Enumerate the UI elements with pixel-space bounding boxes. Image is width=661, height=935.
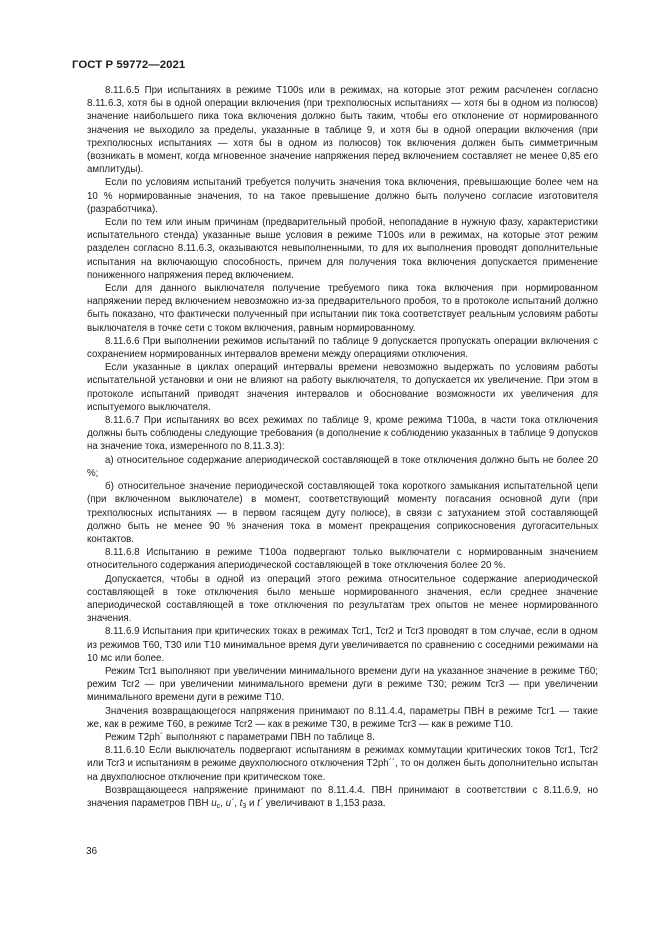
- paragraph: 8.11.6.8 Испытанию в режиме T100a подвергают только выключатели с нормированным значением относительного содержания апериодической составляющей в токе отключения более 20 %.: [87, 547, 598, 572]
- paragraph: Если по условиям испытаний требуется получить значения тока включения, превышающие более чем на 10 % нормированные значения, то на такое превышение должно быть получено согласие изготовителя (разработчика).: [87, 177, 598, 215]
- paragraph: 8.11.6.5 При испытаниях в режиме T100s или в режимах, на которые этот режим расчленен согласно 8.11.6.3, хотя бы в одной операции включения (при трехполюсных испытаниях — хотя бы в одном из полюсов) значение наибольшего пика тока включения должно быть таким, чтобы его отклонение от нормированного значения не выходило за пределы, указанные в таблице 9, и хотя бы в одной операции включения (при трехполюсных испытаниях — хотя бы в одном из полюсов) ток включения должен быть симметричным (возникать в момент, когда мгновенное значение напряжения перед включением составляет не менее 0,85 его амплитуды).: [87, 85, 598, 176]
- list-item: б) относительное значение периодической составляющей тока короткого замыкания испытательной цепи (при включенном выключателе) в момент, соответствующий моменту погасания основной дуги (при трехполюсных испытаниях — в первом гасящем дугу полюсе), в связи с затуханием этой составляющей должно быть не менее 90 % значения тока в момент прекращения соприкосновения дугогасительных контактов.: [87, 481, 598, 545]
- paragraph: Режим T2ph´ выполняют с параметрами ПВН по таблице 8.: [105, 731, 375, 743]
- paragraph: Если указанные в циклах операций интервалы времени невозможно выдержать по условиям работы испытательной установки и они не влияют на работу выключателя, то допускается их увеличение. При этом в протоколе испытаний приводят значения интервалов и обоснование возможности их увеличения для испытуемого выключателя.: [87, 362, 598, 413]
- formula-uc: u: [211, 797, 217, 809]
- paragraph: Значения возвращающегося напряжения принимают по 8.11.4.4, параметры ПВН в режиме Tcr1 — такие же, как в режиме T60, в режиме Tcr2 — как в режиме T30, в режиме Tcr3 — как в режиме T10.: [87, 705, 598, 730]
- standard-header: ГОСТ Р 59772—2021: [72, 59, 186, 71]
- document-body: [87, 84, 598, 810]
- formula-u-prime: u´: [225, 797, 235, 809]
- paragraph: Допускается, чтобы в одной из операций этого режима относительное содержание апериодической составляющей в токе отключения было меньше нормированного значения, если среднее значение апериодической составляющей в токе отключения по результатам трех опытов не менее нормированного значения.: [87, 573, 598, 625]
- formula-t3: t: [239, 797, 243, 809]
- page-number: 36: [86, 846, 98, 857]
- paragraph-tail: увеличивают в 1,153 раза.: [263, 797, 386, 809]
- paragraph: 8.11.6.10 Если выключатель подвергают испытаниям в режимах коммутации критических токов Tcr1, Tcr2 или Tcr3 и испытаниям в режиме двухполюсного отключения T2ph´´, то он должен быть дополнительно испытан на двухполюсное отключение при критическом токе.: [87, 745, 598, 783]
- paragraph-with-formula: Возвращающееся напряжение принимают по 8.11.4.4. ПВН принимают в соответствии с 8.11.6.9, но значения параметров ПВН $u_c$, u´, $t_3$ и t´ увеличивают в 1,153 раза.: [87, 784, 598, 810]
- paragraph: Режим Tcr1 выполняют при увеличении минимального времени дуги на указанное значение в режиме T60; режим Tcr2 — при увеличении минимального времени дуги в режиме T30; режим Tcr3 — при увеличении минимального времени дуги в режиме T10.: [87, 665, 598, 704]
- paragraph: 8.11.6.9 Испытания при критических токах в режимах Tcr1, Tcr2 и Tcr3 проводят в том случае, если в одном из режимов T60, T30 или T10 минимальное время дуги увеличивается по сравнению с соседними режимами на 10 мс или более.: [87, 626, 598, 664]
- paragraph: 8.11.6.7 При испытаниях во всех режимах по таблице 9, кроме режима T100a, в части тока отключения должны быть соблюдены следующие требования (в дополнение к соблюдению указанных в таблице 9 допусков на значение тока, измеренного по 8.11.3.3):: [87, 415, 598, 453]
- list-item: а) относительное содержание апериодической составляющей в токе отключения должно быть не более 20 %;: [87, 454, 598, 479]
- paragraph: 8.11.6.6 При выполнении режимов испытаний по таблице 9 допускается пропускать операции включения с сохранением нормированных интервалов времени между операциями отключения.: [87, 335, 598, 361]
- paragraph: Если по тем или иным причинам (предварительный пробой, непопадание в нужную фазу, характеристики испытательного стенда) указанные выше условия в режиме T100s или в режимах, на которые этот режим разделен согласно 8.11.6.3, оказываются невыполненными, то для их выполнения проводят дополнительные испытания на включающую способность, причем для получения тока включения допускается применение пониженного напряжения перед включением.: [87, 217, 598, 281]
- paragraph-text: Возвращающееся напряжение принимают по 8.11.4.4. ПВН принимают в соответствии с 8.11.6.9, но значения параметров ПВН: [87, 784, 598, 809]
- paragraph: Если для данного выключателя получение требуемого пика тока включения при нормированном напряжении перед включением невозможно из-за предварительного пробоя, то в протоколе испытаний должно быть показано, что фактически полученный при испытании пик тока соответствует реальным условиям работы выключателя в точке сети с током включения, равным нормированному.: [87, 283, 598, 334]
- formula-t-prime: t´: [257, 797, 264, 809]
